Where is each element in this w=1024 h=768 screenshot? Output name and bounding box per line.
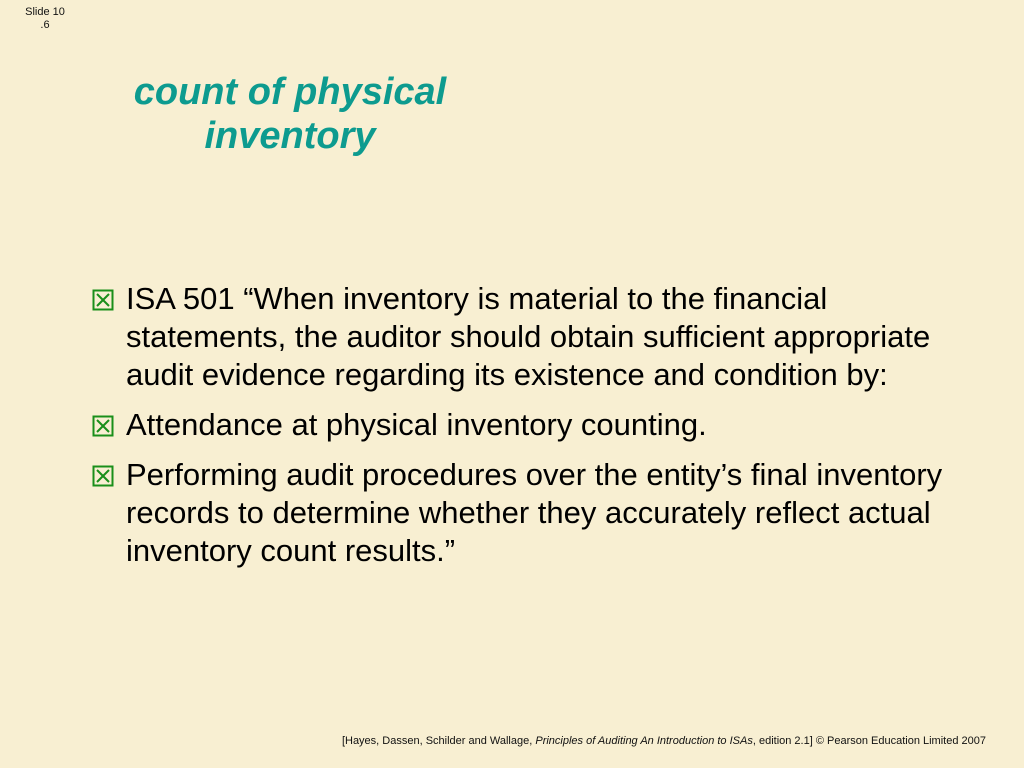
bullet-item: [92, 406, 972, 444]
slide-number: [20, 6, 70, 32]
footer-prefix: [Hayes, Dassen, Schilder and Wallage,: [341, 735, 536, 747]
footer-book-title: Principles of Auditing An Introduction to ISAs: [535, 735, 753, 747]
bullet-list: [92, 280, 972, 582]
footer-citation: [342, 735, 986, 747]
slide-title-line2: inventory: [204, 115, 376, 157]
bullet-text: Performing audit procedures over the entity’s final inventory records to determine whether they accurately reflect actual inventory count results.”: [126, 457, 943, 568]
checkbox-x-icon: [92, 415, 114, 437]
slide-number-line2: .6: [40, 19, 50, 31]
bullet-item: [92, 280, 972, 394]
slide-title-line1: count of physical: [133, 71, 447, 113]
bullet-text: Attendance at physical inventory counting.: [126, 407, 707, 442]
bullet-item: [92, 456, 972, 570]
slide-number-line1: Slide 10: [25, 6, 65, 18]
bullet-text: ISA 501 “When inventory is material to the financial statements, the auditor should obtain sufficient appropriate audit evidence regarding its existence and condition by:: [126, 281, 931, 392]
checkbox-x-icon: [92, 465, 114, 487]
checkbox-x-icon: [92, 289, 114, 311]
footer-suffix: , edition 2.1] © Pearson Education Limited 2007: [752, 735, 986, 747]
slide-title: [90, 70, 490, 158]
